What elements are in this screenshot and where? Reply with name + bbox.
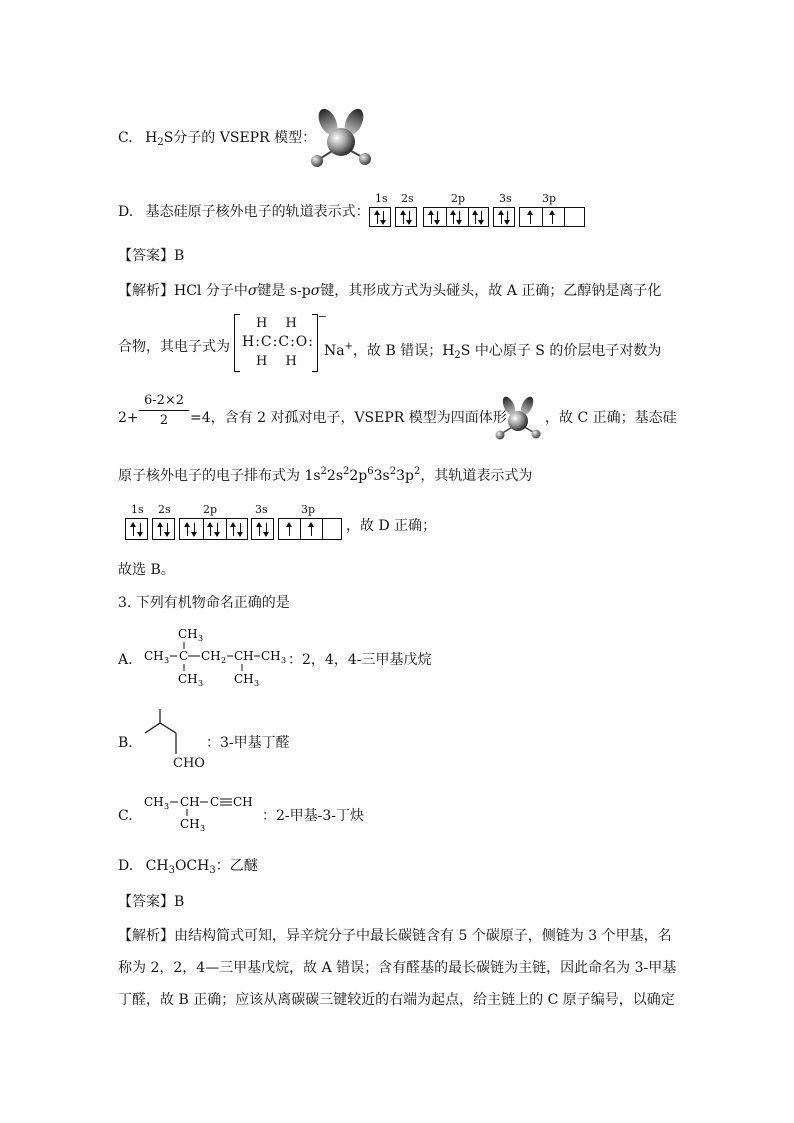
- orbital-box: [251, 518, 274, 540]
- config-text: 3p: [396, 468, 414, 484]
- analysis2-line-1: 【解析】由结构简式可知，异辛烷分子中最长碳链含有 5 个碳原子，侧链为 3 个甲基，名: [118, 928, 672, 944]
- orbital-label: 2s: [401, 192, 414, 205]
- orbital-box: [179, 518, 248, 540]
- question-3-title: 3. 下列有机物命名正确的是: [118, 595, 290, 611]
- orbital-box: [125, 518, 148, 540]
- svg-text:3: 3: [200, 824, 206, 833]
- analysis-line-3-post: ，故 C 正确；基态硅: [545, 410, 677, 426]
- analysis2-line-2: 称为 2，2，4—三甲基戊烷，故 A 错误；含有醛基的最长碳链为主链，因此命名为 3-甲基: [118, 960, 677, 976]
- option-d: [118, 202, 370, 222]
- q3-option-a-label: A.: [118, 652, 133, 668]
- q3-option-d: [118, 856, 258, 881]
- svg-text:CH: CH: [178, 627, 198, 641]
- orbital-box: [395, 207, 417, 227]
- analysis-line-2-pre: 合物，其电子式为: [118, 339, 230, 355]
- lewis-top: H H: [256, 316, 304, 331]
- analysis-line-5: ，故 D 正确；: [346, 518, 437, 534]
- conclusion-line: 故选 B。: [118, 562, 175, 578]
- orbital-box: [152, 518, 175, 540]
- analysis-line-2-post: [324, 337, 661, 366]
- analysis-line-3-pre: 2+: [118, 410, 139, 426]
- superscript: 2: [343, 466, 350, 477]
- option-label: C.: [118, 130, 133, 146]
- svg-text:3: 3: [254, 679, 260, 688]
- sigma-symbol: σ: [247, 283, 258, 299]
- aldehyde-group: CHO: [173, 756, 205, 771]
- svg-text:CH: CH: [234, 649, 254, 663]
- orbital-label: 3p: [542, 192, 557, 205]
- answer-line-2: 【答案】B: [118, 894, 185, 910]
- orbital-label: 2p: [203, 503, 218, 516]
- structure-b-skeletal: [140, 706, 210, 756]
- svg-text:CH: CH: [144, 649, 164, 663]
- svg-text:CH: CH: [144, 795, 164, 809]
- superscript: 2: [320, 466, 327, 477]
- orbital-label: 2p: [451, 192, 466, 205]
- superscript: 2: [413, 466, 421, 477]
- orbital-box: [493, 207, 515, 227]
- config-text: 2p: [349, 468, 368, 484]
- analysis-line-4: [118, 462, 532, 486]
- option-text: ：乙醚: [215, 858, 258, 874]
- q3-option-b-label: B.: [118, 735, 133, 751]
- lewis-bottom: H H: [256, 354, 304, 369]
- orbital-label: 2s: [158, 503, 171, 516]
- svg-text:CH: CH: [178, 672, 198, 686]
- orbital-label: 1s: [131, 503, 144, 516]
- svg-text:CH: CH: [234, 672, 254, 686]
- analysis-text: ，故 B 错误；H: [353, 343, 455, 359]
- structure-c: [140, 790, 265, 836]
- analysis-text: ，其轨道表示式为: [420, 468, 533, 484]
- superscript: +: [344, 341, 353, 352]
- orbital-box: [423, 207, 489, 227]
- structure-a: [140, 622, 295, 692]
- analysis-line-1: [118, 281, 661, 301]
- q3-option-c-name: ：2-甲基-3-丁炔: [262, 808, 365, 824]
- superscript: 6: [367, 466, 374, 477]
- formula-text: H: [145, 130, 158, 146]
- orbital-box: [369, 207, 391, 227]
- subscript: 3: [209, 865, 216, 876]
- svg-text:CH: CH: [261, 649, 281, 663]
- analysis-text: 原子核外电子的电子排布式为 1s: [118, 468, 321, 484]
- option-label: D.: [118, 204, 134, 220]
- orbital-label: 1s: [375, 192, 388, 205]
- superscript: 2: [389, 466, 397, 477]
- analysis2-line-3: 丁醛，故 B 正确；应该从离碳碳三键较近的右端为起点，给主链上的 C 原子编号，以确定: [118, 992, 675, 1008]
- svg-text:C: C: [210, 795, 220, 809]
- answer-line: 【答案】B: [118, 248, 185, 264]
- analysis-line-3-mid: =4，含有 2 对孤对电子，VSEPR 模型为四面体形: [190, 410, 507, 426]
- orbital-label: 3s: [499, 192, 512, 205]
- config-text: 2s: [326, 468, 344, 484]
- svg-text:3: 3: [164, 656, 170, 665]
- svg-text:C: C: [179, 649, 189, 663]
- analysis-text: S 中心原子 S 的价层电子对数为: [460, 343, 662, 359]
- option-text: S分子的 VSEPR 模型：: [163, 130, 317, 146]
- sodium-symbol: Na: [324, 343, 345, 359]
- q3-option-c-label: C.: [118, 808, 133, 824]
- formula-text: CH: [145, 858, 169, 874]
- lewis-charge: −: [317, 310, 327, 323]
- fraction-numerator: 6-2×2: [139, 393, 189, 411]
- svg-text:CH: CH: [180, 795, 200, 809]
- svg-text:CH: CH: [233, 795, 253, 809]
- formula-text: OCH: [174, 858, 210, 874]
- sigma-symbol: σ: [310, 283, 321, 299]
- formula-subscript: 2: [157, 137, 164, 148]
- subscript: 3: [168, 865, 175, 876]
- fraction-denominator: 2: [159, 413, 169, 428]
- orbital-box: [519, 207, 585, 227]
- option-text: 基态硅原子核外电子的轨道表示式：: [145, 204, 370, 220]
- svg-text:3: 3: [164, 802, 170, 811]
- analysis-text: 键是 s-p: [257, 283, 311, 299]
- fraction: [139, 393, 189, 428]
- q3-option-b-name: ：3-甲基丁醛: [206, 735, 290, 751]
- vsepr-model-image: [306, 104, 378, 172]
- svg-text:3: 3: [281, 656, 287, 665]
- subscript: 2: [454, 350, 461, 361]
- analysis-text: 【解析】HCl 分子中: [118, 283, 248, 299]
- svg-text:3: 3: [198, 679, 204, 688]
- svg-text:3: 3: [198, 634, 204, 643]
- lewis-structure: [234, 310, 327, 372]
- svg-text:CH: CH: [201, 649, 221, 663]
- analysis-text: 键，其形成方式为头碰头，故 A 正确；乙醇钠是离子化: [320, 283, 662, 299]
- orbital-box: [278, 518, 342, 540]
- lewis-middle: H:C:C:O:: [242, 334, 314, 350]
- svg-text:2: 2: [221, 656, 227, 665]
- vsepr-tetrahedral-image: [493, 394, 543, 442]
- config-text: 3s: [373, 468, 390, 484]
- q3-option-a-name: ：2，4，4-三甲基戊烷: [288, 652, 432, 668]
- option-c: [118, 128, 316, 153]
- orbital-label: 3p: [301, 503, 316, 516]
- orbital-label: 3s: [255, 503, 268, 516]
- option-label: D.: [118, 858, 134, 874]
- svg-text:CH: CH: [180, 817, 200, 831]
